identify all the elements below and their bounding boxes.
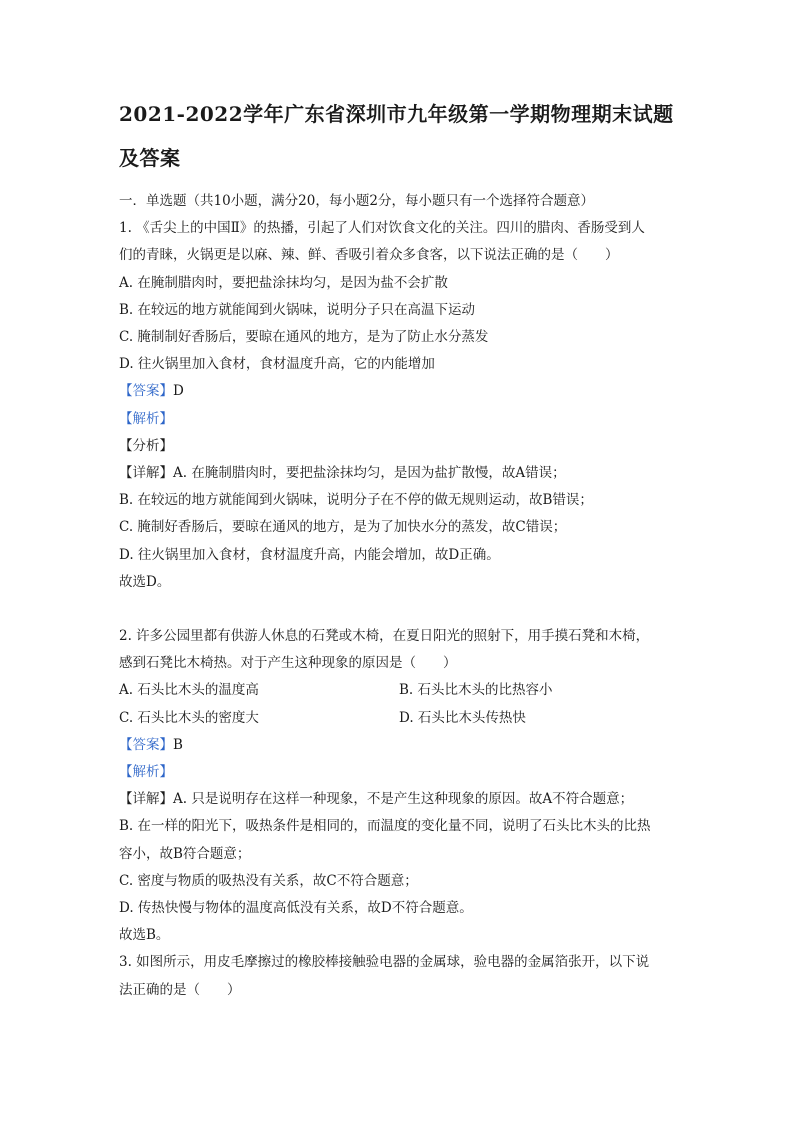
q1-option-d: D. 往火锅里加入食材，食材温度升高，它的内能增加: [119, 356, 435, 373]
q1-answer-value: D: [173, 383, 184, 400]
q1-answer: [119, 378, 679, 405]
q2-option-row-2: [119, 705, 679, 732]
answer-tag: 【答案】: [119, 736, 173, 753]
q2-option-row-1: [119, 677, 679, 704]
q2-option-a: A. 石头比木头的温度高: [119, 682, 259, 699]
q1-detail-a-text: A. 在腌制腊肉时，要把盐涂抹均匀，是因为盐扩散慢，故A错误；: [173, 465, 566, 482]
q2-detail-b-line-2: 容小，故B符合题意；: [119, 845, 251, 862]
document-title: [119, 92, 679, 180]
q1-option-a: A. 在腌制腊肉时，要把盐涂抹均匀，是因为盐不会扩散: [119, 274, 448, 291]
question-2: [119, 623, 679, 949]
q2-option-c: C. 石头比木头的密度大: [119, 709, 259, 726]
q2-detail-d: D. 传热快慢与物体的温度高低没有关系，故D不符合题意。: [119, 900, 473, 917]
q2-answer: [119, 732, 679, 759]
q2-stem-line-1: 2. 许多公园里都有供游人休息的石凳或木椅，在夏日阳光的照射下，用手摸石凳和木椅，: [119, 628, 650, 645]
title-line-2: 及答案: [119, 146, 181, 170]
q1-choose: 故选D。: [119, 573, 171, 590]
title-line-1: 2021-2022学年广东省深圳市九年级第一学期物理期末试题: [119, 102, 674, 126]
q3-stem-line-2: 法正确的是（ ）: [119, 981, 241, 998]
spacer: [119, 596, 679, 623]
q1-stem-line-1: 1. 《舌尖上的中国Ⅱ》的热播，引起了人们对饮食文化的关注。四川的腊肉、香肠受到人: [119, 220, 645, 237]
q2-detail-b-line-1: B. 在一样的阳光下，吸热条件是相同的，而温度的变化量不同，说明了石头比木头的比热: [119, 818, 651, 835]
q3-stem-line-1: 3. 如图所示，用皮毛摩擦过的橡胶棒接触验电器的金属球，验电器的金属箔张开，以下说: [119, 954, 650, 971]
answer-tag: 【答案】: [119, 383, 173, 400]
q1-analysis-tag: 【解析】: [119, 410, 173, 427]
q1-detail-a: [119, 460, 679, 487]
q1-option-b: B. 在较远的地方就能闻到火锅味，说明分子只在高温下运动: [119, 301, 476, 318]
detail-tag: 【详解】: [119, 465, 173, 482]
q2-detail-a-text: A. 只是说明存在这样一种现象，不是产生这种现象的原因。故A不符合题意；: [173, 791, 634, 808]
q2-analysis-tag: 【解析】: [119, 764, 173, 781]
q1-detail-c: C. 腌制好香肠后，要晾在通风的地方，是为了加快水分的蒸发，故C错误；: [119, 519, 567, 536]
section-heading: 一．单选题（共10小题，满分20，每小题2分，每小题只有一个选择符合题意）: [119, 193, 594, 209]
q1-detail-d: D. 往火锅里加入食材，食材温度升高，内能会增加，故D正确。: [119, 546, 500, 563]
q2-option-d: D. 石头比木头传热快: [399, 709, 526, 726]
q1-fenxi-tag: 【分析】: [119, 437, 173, 454]
q2-detail-c: C. 密度与物质的吸热没有关系，故C不符合题意；: [119, 872, 418, 889]
q1-detail-b: B. 在较远的地方就能闻到火锅味，说明分子在不停的做无规则运动，故B错误；: [119, 492, 593, 509]
q2-stem-line-2: 感到石凳比木椅热。对于产生这种现象的原因是（ ）: [119, 655, 457, 672]
question-1: [119, 215, 679, 596]
detail-tag: 【详解】: [119, 791, 173, 808]
q2-detail-a: [119, 786, 679, 813]
q1-stem-line-2: 们的青睐，火锅更是以麻、辣、鲜、香吸引着众多食客，以下说法正确的是（ ）: [119, 247, 619, 264]
q2-option-b: B. 石头比木头的比热容小: [399, 682, 553, 699]
q1-option-c: C. 腌制制好香肠后，要晾在通风的地方，是为了防止水分蒸发: [119, 329, 489, 346]
question-3: [119, 949, 679, 1003]
q2-choose: 故选B。: [119, 927, 170, 944]
document-page: [119, 92, 679, 1004]
q2-answer-value: B: [173, 736, 183, 753]
